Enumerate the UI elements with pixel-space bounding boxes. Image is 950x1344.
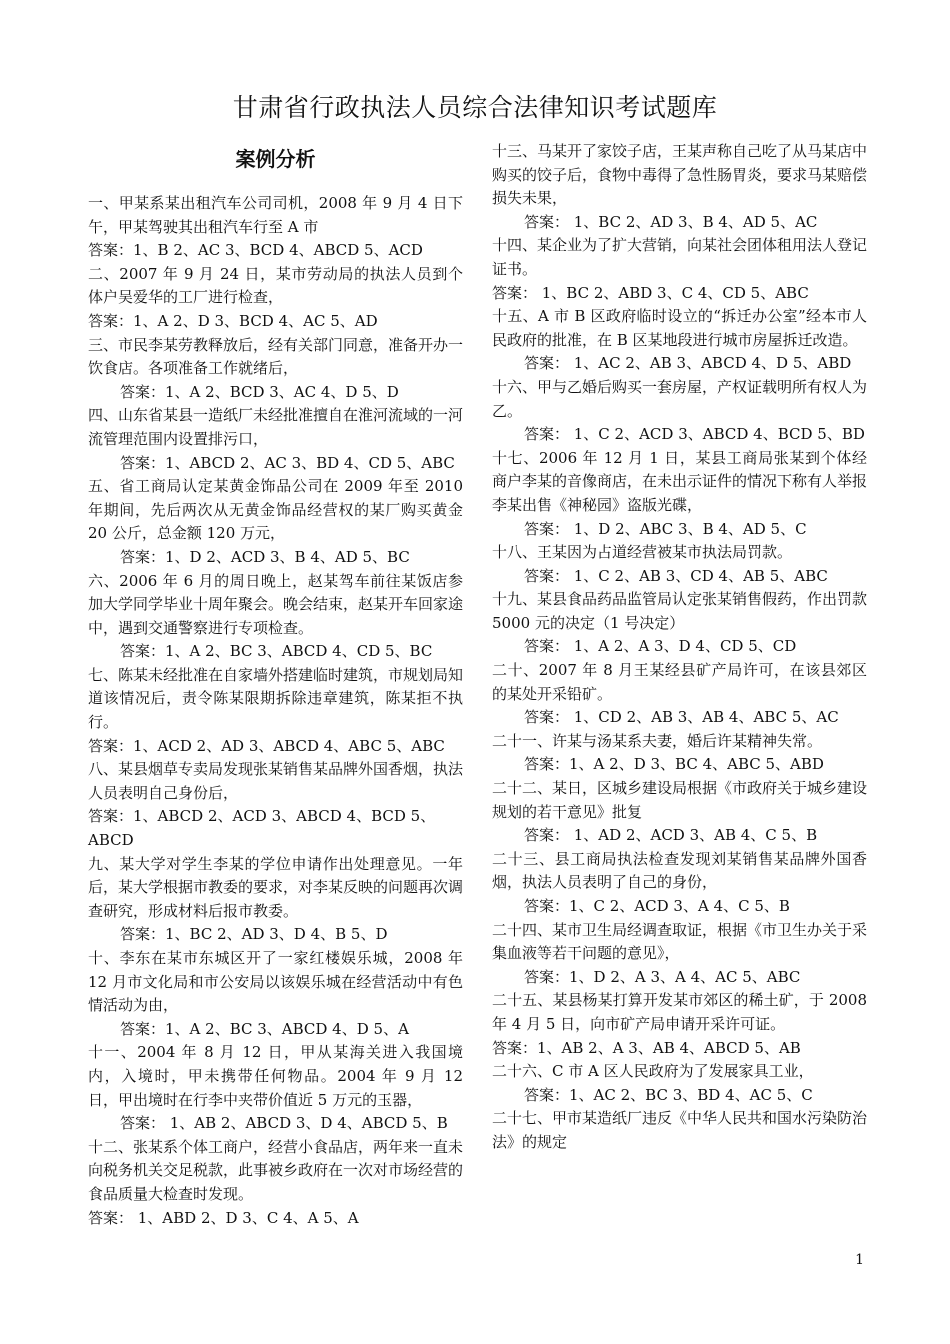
- case-answer: 答案： 1、BC 2、ABD 3、C 4、CD 5、ABC: [492, 283, 809, 302]
- case-question: 十二、张某系个体工商户，经营小食品店，两年来一直未向税务机关交足税款，此事被乡政府在一次对市场经营的食品质量大检查时发现。: [88, 1137, 464, 1203]
- case-question: 一、甲某系某出租汽车公司司机，2008 年 9 月 4 日下午，甲某驾驶其出租汽车行至 A 市: [88, 194, 463, 236]
- case-answer: 答案： 1、A 2、A 3、D 4、CD 5、CD: [524, 637, 797, 656]
- case-question: 十七、2006 年 12 月 1 日，某县工商局张某到个体经商户李某的音像商店，在未出示证件的情况下称有人举报李某出售《神秘园》盗版光碟，: [492, 448, 868, 514]
- case-answer: 答案：1、A 2、D 3、BCD 4、AC 5、AD: [88, 311, 378, 330]
- case-question: 十一、2004 年 8 月 12 日，甲从某海关进入我国境内，入境时，甲未携带任何物品。2004 年 9 月 12 日，甲出境时在行李中夹带价值近 5 万元的玉器，: [88, 1043, 463, 1109]
- section-heading: 案例分析: [235, 147, 316, 171]
- case-answer: 答案：1、A 2、D 3、BC 4、ABC 5、ABD: [524, 755, 824, 774]
- case-question: 二、2007 年 9 月 24 日，某市劳动局的执法人员到个体户吴爱华的工厂进行检查，: [88, 264, 463, 307]
- case-question: 八、某县烟草专卖局发现张某销售某品牌外国香烟，执法人员表明自己身份后，: [88, 760, 464, 802]
- case-question: 十四、某企业为了扩大营销，向某社会团体租用法人登记证书。: [492, 236, 868, 278]
- case-question: 十六、甲与乙婚后购买一套房屋，产权证载明所有权人为乙。: [492, 377, 868, 420]
- case-answer: 答案： 1、C 2、AB 3、CD 4、AB 5、ABC: [524, 566, 828, 585]
- case-question: 十、李东在某市东城区开了一家红楼娱乐城，2008 年 12 月市文化局和市公安局以该娱乐城在经营活动中有色情活动为由，: [88, 949, 463, 1015]
- case-answer: 答案：1、BC 2、AD 3、D 4、B 5、D: [120, 925, 388, 944]
- case-question: 三、市民李某劳教释放后，经有关部门同意，准备开办一饮食店。各项准备工作就绪后，: [88, 335, 464, 378]
- case-question: 五、省工商局认定某黄金饰品公司在 2009 年至 2010 年期间，先后两次从无黄金饰品经营权的某厂购买黄金 20 公斤，总金额 120 万元，: [88, 477, 463, 543]
- case-answer: 答案：1、A 2、BC 3、ABCD 4、D 5、A: [120, 1019, 409, 1038]
- page-number: 1: [855, 1252, 864, 1268]
- case-question: 二十六、C 市 A 区人民政府为了发展家具工业，: [492, 1062, 814, 1081]
- case-answer: 答案：1、D 2、A 3、A 4、AC 5、ABC: [524, 967, 801, 986]
- case-question: 四、山东省某县一造纸厂未经批准擅自在淮河流域的一河流管理范围内设置排污口，: [88, 406, 464, 448]
- case-answer: 答案：1、ABCD 2、ACD 3、ABCD 4、BCD 5、ABCD: [88, 807, 436, 850]
- case-question: 二十五、某县杨某打算开发某市郊区的稀土矿，于 2008 年 4 月 5 日，向市矿产局申请开采许可证。: [492, 991, 867, 1033]
- case-question: 六、2006 年 6 月的周日晚上，赵某驾车前往某饭店参加大学同学毕业十周年聚会。晚会结束，赵某开车回家途中，遇到交通警察进行专项检查。: [88, 571, 464, 637]
- case-answer: 答案： 1、ABD 2、D 3、C 4、A 5、A: [88, 1208, 359, 1227]
- case-answer: 答案： 1、C 2、ACD 3、ABCD 4、BCD 5、BD: [524, 425, 865, 444]
- case-question: 九、某大学对学生李某的学位申请作出处理意见。一年后，某大学根据市教委的要求，对李某反映的问题再次调查研究，形成材料后报市教委。: [88, 854, 464, 920]
- case-answer: 答案：1、AC 2、BC 3、BD 4、AC 5、C: [524, 1085, 813, 1104]
- case-question: 十三、马某开了家饺子店，王某声称自己吃了从马某店中购买的饺子后，食物中毒得了急性肠胃炎，要求马某赔偿损失未果，: [492, 142, 868, 208]
- case-answer: 答案：1、D 2、ACD 3、B 4、AD 5、BC: [120, 547, 410, 566]
- case-question: 十五、A 市 B 区政府临时设立的“拆迁办公室”经本市人民政府的批准，在 B 区某地段进行城市房屋拆迁改造。: [492, 307, 867, 349]
- case-question: 二十四、某市卫生局经调查取证，根据《市卫生办关于采集血液等若干问题的意见》，: [492, 920, 868, 963]
- case-question: 二十、2007 年 8 月王某经县矿产局许可，在该县郊区的某处开采铅矿。: [492, 661, 867, 703]
- case-question: 二十一、许某与汤某系夫妻，婚后许某精神失常。: [492, 731, 823, 750]
- case-question: 十九、某县食品药品监管局认定张某销售假药，作出罚款 5000 元的决定（1 号决定）: [492, 590, 868, 632]
- case-answer: 答案：1、AB 2、A 3、AB 4、ABCD 5、AB: [492, 1038, 801, 1057]
- document-title: 甘肃省行政执法人员综合法律知识考试题库: [232, 93, 718, 122]
- case-answer: 答案：1、A 2、BCD 3、AC 4、D 5、D: [120, 382, 399, 401]
- case-answer: 答案：1、C 2、ACD 3、A 4、C 5、B: [524, 897, 790, 915]
- case-question: 二十七、甲市某造纸厂违反《中华人民共和国水污染防治法》的规定: [492, 1109, 868, 1151]
- case-answer: 答案：1、ACD 2、AD 3、ABCD 4、ABC 5、ABC: [88, 736, 445, 755]
- case-answer: 答案： 1、D 2、ABC 3、B 4、AD 5、C: [524, 519, 807, 538]
- case-question: 二十二、某日，区城乡建设局根据《市政府关于城乡建设规划的若干意见》批复: [492, 779, 868, 821]
- case-answer: 答案：1、ABCD 2、AC 3、BD 4、CD 5、ABC: [120, 453, 455, 472]
- case-answer: 答案：1、B 2、AC 3、BCD 4、ABCD 5、ACD: [88, 241, 423, 260]
- right-column: [492, 140, 867, 1155]
- left-column: [88, 140, 463, 1230]
- case-answer: 答案：1、A 2、BC 3、ABCD 4、CD 5、BC: [120, 642, 433, 661]
- case-answer: 答案： 1、BC 2、AD 3、B 4、AD 5、AC: [524, 212, 818, 231]
- case-answer: 答案： 1、AD 2、ACD 3、AB 4、C 5、B: [524, 826, 818, 845]
- case-answer: 答案： 1、AB 2、ABCD 3、D 4、ABCD 5、B: [120, 1114, 448, 1133]
- case-answer: 答案： 1、AC 2、AB 3、ABCD 4、D 5、ABD: [524, 354, 852, 373]
- case-question: 七、陈某未经批准在自家墙外搭建临时建筑，市规划局知道该情况后，责令陈某限期拆除违章建筑，陈某拒不执行。: [88, 665, 464, 732]
- case-question: 十八、王某因为占道经营被某市执法局罚款。: [492, 543, 793, 562]
- case-answer: 答案： 1、CD 2、AB 3、AB 4、ABC 5、AC: [524, 708, 839, 727]
- case-question: 二十三、县工商局执法检查发现刘某销售某品牌外国香烟，执法人员表明了自己的身份，: [492, 849, 867, 892]
